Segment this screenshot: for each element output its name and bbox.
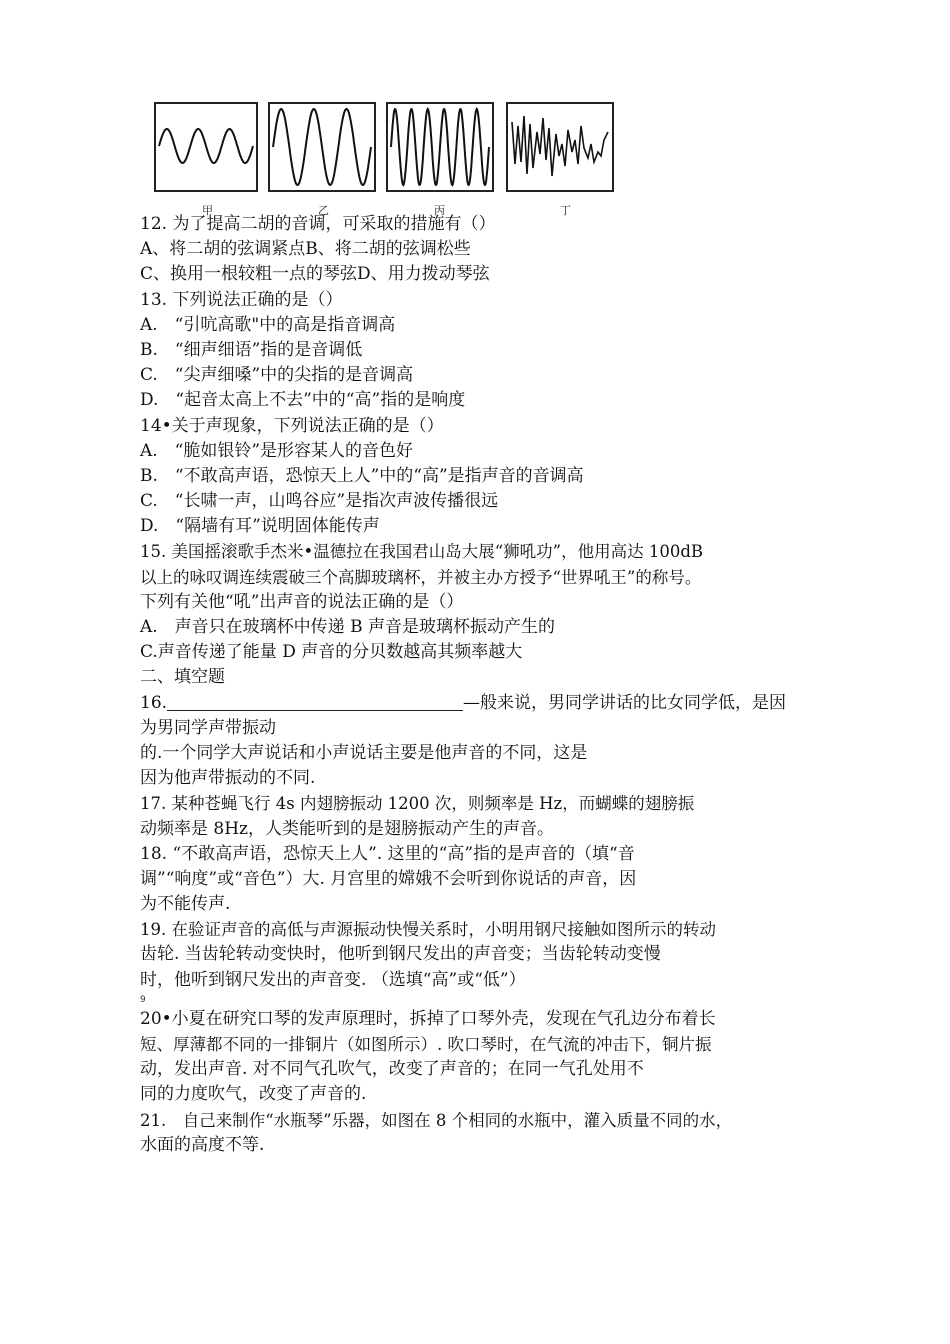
q16-line3: 的.一个同学大声说话和小声说话主要是他声音的不同，这是 [140,742,588,763]
q16-line2: 为男同学声带振动 [140,717,276,738]
caption-yi: 乙 [318,204,329,217]
q20-line3: 动，发出声音. 对不同气孔吹气，改变了声音的；在同一气孔处用不 [140,1059,644,1080]
q16-line1 [140,691,840,716]
q19-line2: 齿轮. 当齿轮转动变快时，他听到钢尺发出的声音变；当齿轮转动变慢 [140,944,661,965]
q21-line1: 21. 自己来制作“水瓶琴”乐器，如图在 8 个相同的水瓶中，灌入质量不同的水， [140,1110,733,1130]
caption-ding: 丁 [560,204,571,217]
section-title-fill-in: 二、填空题 [140,667,225,688]
q18-line1: 18. “不敢高声语，恐惊天上人”. 这里的“高”指的是声音的（填“音 [140,843,635,864]
q13-option-c: C. “尖声细嗓”中的尖指的是音调高 [140,365,414,386]
question-text [140,212,840,1158]
q13-option-a: A. “引吭高歌"中的高是指音调高 [140,314,396,335]
q18-line2: 调”“响度”或“音色”）大. 月宫里的嫦娥不会听到你说话的声音，因 [140,868,637,889]
q14-option-a: A. “脆如银铃”是形容某人的音色好 [140,440,414,461]
q17-line2: 动频率是 8Hz，人类能听到的是翅膀振动产生的声音。 [140,818,555,839]
q16-number: 16. [140,692,168,713]
waveform-figure [154,102,624,220]
q16-line4: 因为他声带振动的不同. [140,768,316,789]
q19-line1: 19. 在验证声音的高低与声源振动快慢关系时，小明用钢尺接触如图所示的转动 [140,920,716,940]
q12-options-ab: A、将二胡的弦调紧点B、将二胡的弦调松些 [140,239,471,260]
q16-line1-text: —般来说，男同学讲话的比女同学低，是因 [463,692,787,713]
waveform-panel-bing [386,102,494,192]
waveform-panel-ding [506,102,614,192]
waveform-yi-graphic [270,104,374,190]
q14-stem: 14•关于声现象，下列说法正确的是（） [140,415,444,436]
waveform-bing-graphic [388,104,492,190]
page-marker: 9 [140,994,146,1005]
q15-options-ab: A. 声音只在玻璃杯中传递 B 声音是玻璃杯振动产生的 [140,617,555,637]
caption-bing: 丙 [434,204,445,217]
q18-line3: 为不能传声. [140,894,231,915]
waveform-panel-jia [154,102,258,192]
waveform-panel-yi [268,102,376,192]
q17-line1: 17. 某种苍蝇飞行 4s 内翅膀振动 1200 次，则频率是 Hz，而蝴蝶的翅膀振 [140,794,695,814]
q20-line2: 短、厚薄都不同的一排铜片（如图所示）. 吹口琴时，在气流的冲击下，铜片振 [140,1035,712,1054]
q13-option-d: D. “起音太高上不去”中的“高”指的是响度 [140,390,466,411]
q15-line3: 下列有关他“吼”出声音的说法正确的是（） [140,591,464,612]
q12-stem: 12. 为了提高二胡的音调，可采取的措施有（） [140,214,496,234]
q12-options-cd: C、换用一根较粗一点的琴弦D、用力拨动琴弦 [140,264,490,285]
q13-option-b: B. “细声细语”指的是音调低 [140,339,363,360]
q14-option-c: C. “长啸一声，山鸣谷应”是指次声波传播很远 [140,491,499,512]
q15-line2: 以上的咏叹调连续震破三个高脚玻璃杯，并被主办方授予“世界吼王”的称号。 [140,567,702,587]
q13-stem: 13. 下列说法正确的是（） [140,289,343,310]
q14-option-d: D. “隔墙有耳”说明固体能传声 [140,516,380,537]
q16-answer-blank[interactable] [167,693,463,711]
q15-options-cd: C.声音传递了能量 D 声音的分贝数越高其频率越大 [140,642,523,663]
caption-jia: 甲 [202,204,213,217]
q14-option-b: B. “不敢高声语，恐惊天上人”中的“高”是指声音的音调高 [140,465,584,486]
waveform-jia-graphic [156,104,256,190]
q20-line4: 同的力度吹气，改变了声音的. [140,1084,367,1105]
q20-line1: 20•小夏在研究口琴的发声原理时，拆掉了口琴外壳，发现在气孔边分布着长 [140,1008,716,1029]
q19-line3: 时，他听到钢尺发出的声音变. （选填“高”或“低”） [140,969,526,990]
q15-line1: 15. 美国摇滚歌手杰米•温德拉在我国君山岛大展“狮吼功”，他用高达 100dB [140,542,704,562]
waveform-ding-graphic [508,104,612,190]
q21-line2: 水面的高度不等. [140,1134,265,1155]
